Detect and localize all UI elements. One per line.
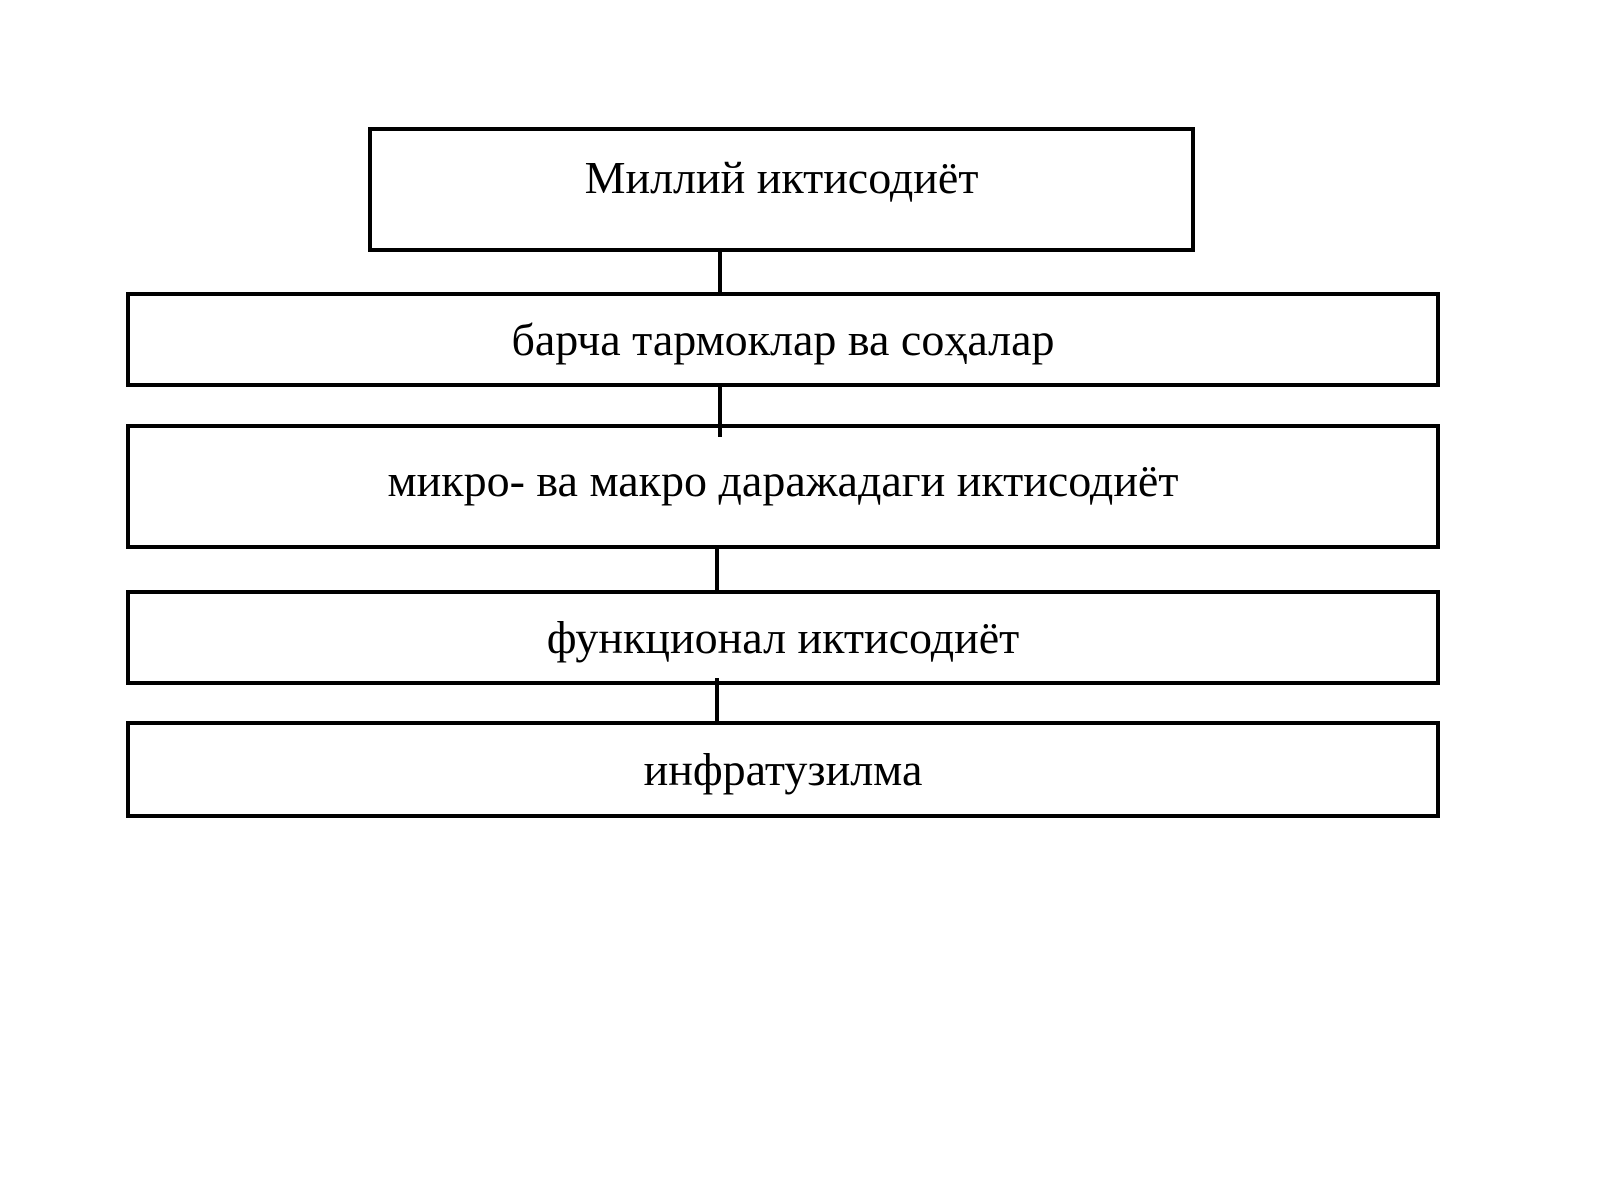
level-box-label: инфратузилма [643, 743, 923, 795]
connector-line-1 [718, 252, 722, 294]
connector-line-3 [715, 549, 719, 593]
level-box-infrastructure [126, 721, 1440, 818]
level-box-label: микро- ва макро даражадаги иктисодиёт [387, 455, 1179, 506]
level-box-functional [126, 590, 1440, 685]
connector-line-4 [715, 678, 719, 724]
top-box-label: Миллий иктисодиёт [584, 152, 979, 203]
level-box-label: функционал иктисодиёт [546, 611, 1020, 663]
connector-line-2 [718, 387, 722, 437]
level-box-sectors [126, 292, 1440, 387]
top-box-national-economy [368, 127, 1195, 252]
level-box-micro-macro [126, 424, 1440, 549]
level-box-label: барча тармоклар ва соҳалар [511, 313, 1055, 365]
